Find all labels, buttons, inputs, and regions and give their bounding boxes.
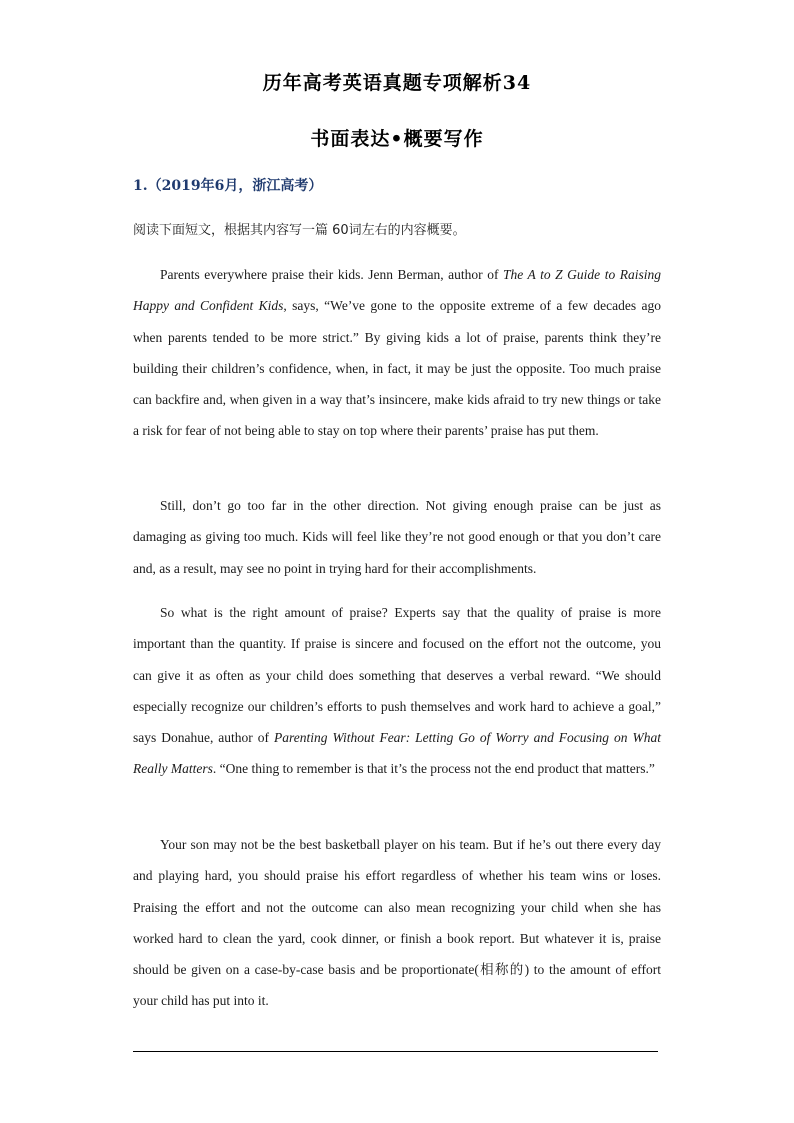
paragraph-text: . “One thing to remember is that it’s the process not the end product that matters.” [212, 761, 655, 777]
passage-paragraph-3 [133, 597, 661, 785]
passage-paragraph-4: Your son may not be the best basketball player on his team. But if he’s out there every day and playing hard, you should praise his effort regardless of whether his team wins or loses. Praising the effort and not the outcome can also mean recognizing your child when she has worked hard to clean the yard, cook dinner, or finish a book report. But whatever it is, praise should be given on a case-by-case basis and be proportionate(相称的) to the amount of effort your child has put into it. [133, 837, 661, 1009]
book-title: The A to Z Guide to Raising Happy and Confident Kids [133, 267, 661, 314]
paragraph-text: So what is the right amount of praise? Experts say that the quality of praise is more important than the quantity. If praise is sincere and focused on the effort not the outcome, you can give it as often as your child does something that deserves a verbal reward. “We should especially recognize our children’s efforts to push themselves and work hard to achieve a goal,” says Donahue, author of [133, 605, 661, 746]
document-title: 历年高考英语真题专项解析34 [262, 72, 532, 94]
footer-divider [133, 1051, 658, 1052]
passage-paragraph-1 [133, 259, 661, 447]
instruction-text: 阅读下面短文，根据其内容写一篇 60词左右的内容概要。 [133, 223, 466, 238]
passage-paragraph-2: Still, don’t go too far in the other direction. Not giving enough praise can be just as damaging as giving too much. Kids will feel like they’re not good enough or that you don’t care and, as a result, may see no point in trying hard for their accomplishments. [133, 498, 661, 576]
paragraph-text: , says, “We’ve gone to the opposite extreme of a few decades ago when parents tended to be more strict.” By giving kids a lot of praise, parents think they’re building their children’s confidence, when, in fact, it may be just the opposite. Too much praise can backfire and, when given in a way that’s insincere, make kids afraid to try new things or take a risk for fear of not being able to stay on top where their parents’ praise has put them. [133, 298, 662, 439]
book-title: Parenting Without Fear: Letting Go of Worry and Focusing on What Really Matters [133, 730, 661, 777]
question-heading: 1.（2019年6月，浙江高考） [133, 178, 323, 194]
document-subtitle: 书面表达•概要写作 [310, 128, 484, 150]
paragraph-text: Parents everywhere praise their kids. Jenn Berman, author of [160, 267, 503, 282]
